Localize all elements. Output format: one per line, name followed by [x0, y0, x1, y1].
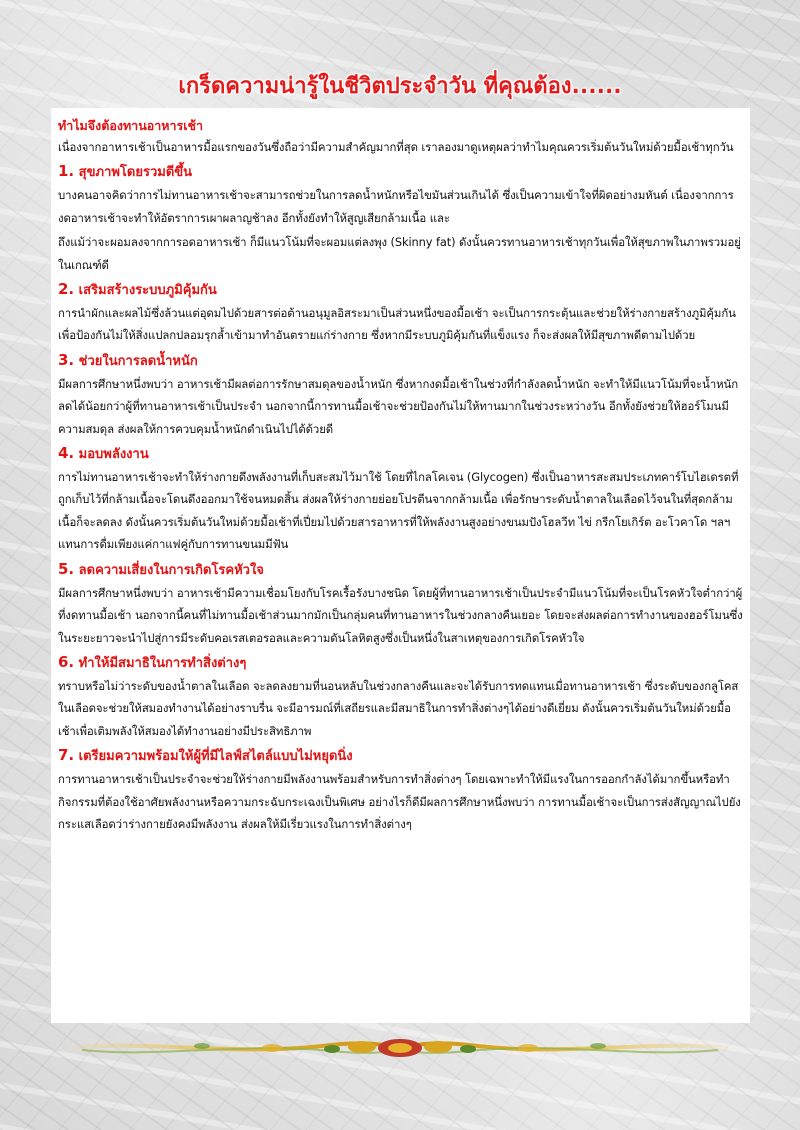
- section-5: [58, 558, 743, 649]
- section-paragraph: การนำผักและผลไม้ซึ่งล้วนแต่อุดมไปด้วยสารต่อต้านอนุมูลอิสระมาเป็นส่วนหนึ่งของมื้อเช้า จะเป็นการกระตุ้นและช่วยให้ร่างกายสร้างภูมิคุ้มกันเพื่อป้องกันไม่ให้สิ่งแปลกปลอมรุกล้ำเข้ามาทำอันตรายแก่ร่างกาย ซึ่งหากมีระบบภูมิคุ้มกันที่แข็งแรง ก็จะส่งผลให้มีสุขภาพดีตามไปด้วย: [58, 306, 736, 343]
- section-paragraph: บางคนอาจคิดว่าการไม่ทานอาหารเช้าจะสามารถช่วยในการลดน้ำหนักหรือไขมันส่วนเกินได้ ซึ่งเป็นความเข้าใจที่ผิดอย่างมหันต์ เนื่องจากการงดอาหารเช้าจะทำให้อัตราการเผาผลาญช้าลง อีกทั้งยังทำให้สูญเสียกล้ามเนื้อ และ: [58, 188, 734, 225]
- section-heading: [58, 278, 743, 302]
- section-heading: [58, 558, 743, 582]
- section-heading-text: ลดความเสี่ยงในการเกิดโรคหัวใจ: [78, 562, 264, 578]
- section-paragraph: ถึงแม้ว่าจะผอมลงจากการอดอาหารเช้า ก็มีแนวโน้มที่จะผอมแต่ลงพุง (Skinny fat) ดังนั้นควรทานอาหารเช้าทุกวันเพื่อให้สุขภาพในภาพรวมอยู่ในเกณฑ์ดี: [58, 235, 741, 272]
- section-number: 1.: [58, 162, 75, 181]
- section-1: [58, 160, 743, 276]
- section-paragraph: มีผลการศึกษาหนึ่งพบว่า อาหารเช้ามีผลต่อการรักษาสมดุลของน้ำหนัก ซึ่งหากงดมื้อเช้าในช่วงที่กำลังลดน้ำหนัก จะทำให้มีแนวโน้มที่จะน้ำหนักลดได้น้อยกว่าผู้ที่ทานอาหารเช้าเป็นประจำ นอกจากนี้การทานมื้อเช้าจะช่วยป้องกันไม่ให้ทานมากในช่วงระหว่างวัน อีกทั้งยังช่วยให้ฮอร์โมนมีความสมดุล ส่งผลให้การควบคุมน้ำหนักดำเนินไปได้ด้วยดี: [58, 376, 739, 436]
- title-bar: [0, 68, 800, 103]
- intro-heading: ทำไมจึงต้องทานอาหารเช้า: [58, 118, 204, 133]
- page-title: เกร็ดความน่ารู้ในชีวิตประจำวัน ที่คุณต้อง......: [178, 74, 622, 99]
- section-heading: [58, 442, 743, 466]
- section-heading-text: สุขภาพโดยรวมดีขึ้น: [78, 165, 193, 181]
- floral-border-ornament-icon: [72, 1036, 728, 1060]
- section-heading: [58, 160, 743, 184]
- section-paragraph: มีผลการศึกษาหนึ่งพบว่า อาหารเช้ามีความเชื่อมโยงกับโรคเรื้อรังบางชนิด โดยผู้ที่ทานอาหารเช้าเป็นประจำมีแนวโน้มที่จะเป็นโรคหัวใจต่ำกว่าผู้ที่งดทานมื้อเช้า นอกจากนี้คนที่ไม่ทานมื้อเช้าส่วนมากมักเป็นกลุ่มคนที่ทานอาหารในช่วงกลางคืนเยอะ โดยจะส่งผลต่อการทำงานของฮอร์โมนซึ่งในระยะยาวจะนำไปสู่การมีระดับคอเรสเตอรอลและความดันโลหิตสูงซึ่งเป็นหนึ่งในสาเหตุของการเกิดโรคหัวใจ: [58, 585, 743, 645]
- section-number: 2.: [58, 280, 75, 299]
- section-paragraph: การทานอาหารเช้าเป็นประจำจะช่วยให้ร่างกายมีพลังงานพร้อมสำหรับการทำสิ่งต่างๆ โดยเฉพาะทำให้มีแรงในการออกกำลังได้มากขึ้นหรือทำกิจกรรมที่ต้องใช้อาศัยพลังงานหรือความกระฉับกระเฉงเป็นพิเศษ อย่างไรก็ดีมีผลการศึกษาหนึ่งพบว่า การทานมื้อเช้าจะเป็นการส่งสัญญาณไปยังกระแสเลือดว่าร่างกายยังคงมีพลังงาน ส่งผลให้มีเรี่ยวแรงในการทำสิ่งต่างๆ: [58, 772, 741, 831]
- section-4: [58, 442, 743, 556]
- intro-text: เนื่องจากอาหารเช้าเป็นอาหารมื้อแรกของวันซึ่งถือว่ามีความสำคัญมากที่สุด เราลองมาดูเหตุผลว่าทำไมคุณควรเริ่มต้นวันใหม่ด้วยมื้อเช้าทุกวัน: [58, 140, 734, 154]
- content-panel: [51, 108, 750, 1023]
- section-3: [58, 349, 743, 440]
- section-heading-text: ช่วยในการลดน้ำหนัก: [78, 353, 198, 369]
- section-number: 5.: [58, 559, 75, 578]
- section-2: [58, 278, 743, 347]
- section-number: 6.: [58, 652, 75, 671]
- intro-section: [58, 116, 743, 158]
- section-heading: [58, 744, 743, 768]
- section-heading-text: เสริมสร้างระบบภูมิคุ้มกัน: [78, 283, 217, 299]
- section-number: 7.: [58, 746, 75, 765]
- section-heading-text: ทำให้มีสมาธิในการทำสิ่งต่างๆ: [78, 655, 247, 671]
- section-paragraph: ทราบหรือไม่ว่าระดับของน้ำตาลในเลือด จะลดลงยามที่นอนหลับในช่วงกลางคืนและจะได้รับการทดแทนเมื่อทานอาหารเช้า ซึ่งระดับของกลูโคสในเลือดจะช่วยให้สมองทำงานได้อย่างราบรื่น จะมีอารมณ์ที่เสถียรและมีสมาธิในการทำสิ่งต่างๆได้อย่างดีเยี่ยม ดังนั้นควรเริ่มต้นวันใหม่ด้วยมื้อเช้าเพื่อเติมพลังให้สมองได้ทำงานอย่างมีประสิทธิภาพ: [58, 678, 739, 738]
- sections-list: [58, 160, 743, 835]
- section-number: 4.: [58, 444, 75, 463]
- section-heading: [58, 651, 743, 675]
- section-7: [58, 744, 743, 835]
- section-heading-text: เตรียมความพร้อมให้ผู้ที่มีไลฟ์สไตล์แบบไม่หยุดนิ่ง: [78, 749, 353, 765]
- section-heading: [58, 349, 743, 373]
- section-6: [58, 651, 743, 742]
- section-paragraph: การไม่ทานอาหารเช้าจะทำให้ร่างกายดึงพลังงานที่เก็บสะสมไว้มาใช้ โดยที่ไกลโคเจน (Glycogen) ซึ่งเป็นอาหารสะสมประเภทคาร์โบไฮเดรตที่ถูกเก็บไว้ที่กล้ามเนื้อจะโดนดึงออกมาใช้จนหมดสิ้น ส่งผลให้ร่างกายย่อยโปรตีนจากกล้ามเนื้อ เพื่อรักษาระดับน้ำตาลในเลือดไว้จนในที่สุดกล้ามเนื้อก็จะลดลง ดังนั้นควรเริ่มต้นวันใหม่ด้วยมื้อเช้าที่เปี่ยมไปด้วยสารอาหารที่ให้พลังงานสูงอย่างขนมปังโฮลวีท ไข่ กรีกโยเกิร์ต อะโวคาโด ฯลฯ แทนการดื่มเพียงแค่กาแฟคู่กับการทานขนมมีฟัน: [58, 470, 739, 552]
- section-number: 3.: [58, 350, 75, 369]
- section-heading-text: มอบพลังงาน: [78, 447, 149, 463]
